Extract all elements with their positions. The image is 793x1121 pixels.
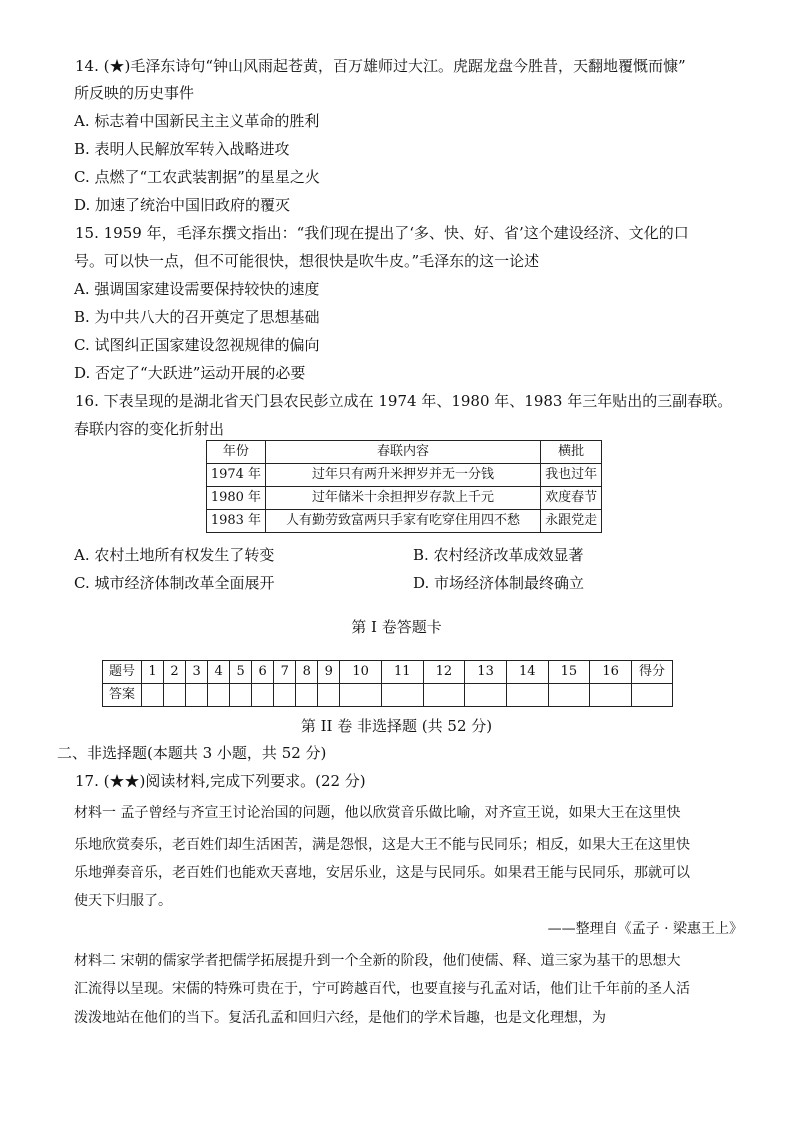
table-row <box>207 487 602 510</box>
answer-number: 4 <box>208 661 230 684</box>
q16-couplet-table <box>206 440 602 533</box>
part2-title: 第 II 卷 非选择题 (共 52 分) <box>300 717 493 735</box>
answer-cell[interactable] <box>465 684 507 707</box>
answer-cell[interactable] <box>230 684 252 707</box>
answer-cell[interactable] <box>423 684 465 707</box>
table-row <box>207 510 602 533</box>
q14-option-d: D. 加速了统治中国旧政府的覆灭 <box>74 196 291 214</box>
answer-card-table <box>102 660 673 707</box>
table-cell-content: 过年储米十余担押岁存款上千元 <box>265 487 540 510</box>
q17-stem: 17. (★★)阅读材料,完成下列要求。(22 分) <box>75 772 366 790</box>
answer-cell[interactable] <box>340 684 382 707</box>
answer-number: 14 <box>506 661 548 684</box>
table-cell-content: 人有勤劳致富两只手家有吃穿住用四不愁 <box>265 510 540 533</box>
part2-section-heading: 二、非选择题(本题共 3 小题，共 52 分) <box>57 744 327 762</box>
table-header-row <box>207 441 602 464</box>
answer-cell[interactable] <box>590 684 632 707</box>
q15-option-c: C. 试图纠正国家建设忽视规律的偏向 <box>74 336 320 354</box>
q16-option-c: C. 城市经济体制改革全面展开 <box>74 574 275 592</box>
answer-number: 11 <box>381 661 423 684</box>
table-cell-year: 1983 年 <box>207 510 266 533</box>
score-cell[interactable] <box>632 684 673 707</box>
q17-material1-source: ——整理自《孟子 · 梁惠王上》 <box>547 921 743 937</box>
answer-number: 15 <box>548 661 590 684</box>
q14-option-b: B. 表明人民解放军转入战略进攻 <box>74 140 290 158</box>
q15-option-d: D. 否定了“大跃进”运动开展的必要 <box>74 364 306 382</box>
answer-cell[interactable] <box>164 684 186 707</box>
q14-stem-line1: 14. (★)毛泽东诗句“钟山风雨起苍黄，百万雄师过大江。虎踞龙盘今胜昔，天翻地覆慨而慷” <box>75 57 686 75</box>
table-cell-year: 1974 年 <box>207 464 266 487</box>
table-row <box>207 464 602 487</box>
answer-cell[interactable] <box>548 684 590 707</box>
answer-number: 6 <box>252 661 274 684</box>
q14-option-a: A. 标志着中国新民主主义革命的胜利 <box>74 112 320 130</box>
table-cell-banner: 欢度春节 <box>541 487 602 510</box>
answer-cell[interactable] <box>506 684 548 707</box>
q17-material2-line2: 汇流得以呈现。宋儒的特殊可贵在于，宁可跨越百代，也要直接与孔孟对话，他们让千年前的圣人活 <box>74 981 690 997</box>
answer-number: 16 <box>590 661 632 684</box>
table-cell-banner: 永跟党走 <box>541 510 602 533</box>
q17-material2-line3: 泼泼地站在他们的当下。复活孔孟和回归六经，是他们的学术旨趣，也是文化理想，为 <box>74 1010 606 1026</box>
answer-number: 9 <box>318 661 340 684</box>
q16-stem-line2: 春联内容的变化折射出 <box>74 420 225 438</box>
q16-option-a: A. 农村土地所有权发生了转变 <box>74 546 275 564</box>
table-cell-banner: 我也过年 <box>541 464 602 487</box>
table-header-year: 年份 <box>207 441 266 464</box>
answer-number: 1 <box>142 661 164 684</box>
answer-cell[interactable] <box>296 684 318 707</box>
q17-material1-line1: 材料一 孟子曾经与齐宣王讨论治国的问题，他以欣赏音乐做比喻，对齐宣王说，如果大王在这里快 <box>74 805 681 821</box>
q15-stem-line1: 15. 1959 年，毛泽东撰文指出：“我们现在提出了‘多、快、好、省’这个建设经济、文化的口 <box>75 224 689 242</box>
answer-number: 2 <box>164 661 186 684</box>
score-label: 得分 <box>632 661 673 684</box>
table-cell-content: 过年只有两升米押岁并无一分钱 <box>265 464 540 487</box>
answer-number: 5 <box>230 661 252 684</box>
answer-cell[interactable] <box>186 684 208 707</box>
answer-cell[interactable] <box>381 684 423 707</box>
q16-option-b: B. 农村经济改革成效显著 <box>413 546 584 564</box>
answer-input-row <box>103 684 673 707</box>
answer-cell[interactable] <box>274 684 296 707</box>
q14-option-c: C. 点燃了“工农武装割据”的星星之火 <box>74 168 320 186</box>
q15-option-a: A. 强调国家建设需要保持较快的速度 <box>74 280 320 298</box>
answer-card-title: 第 I 卷答题卡 <box>351 618 442 636</box>
answer-number: 13 <box>465 661 507 684</box>
answer-row-label: 答案 <box>103 684 142 707</box>
table-header-banner: 横批 <box>541 441 602 464</box>
answer-number: 3 <box>186 661 208 684</box>
answer-number: 8 <box>296 661 318 684</box>
q15-stem-line2: 号。可以快一点，但不可能很快，想很快是吹牛皮。”毛泽东的这一论述 <box>74 252 540 270</box>
answer-cell[interactable] <box>142 684 164 707</box>
q17-material2-line1: 材料二 宋朝的儒家学者把儒学拓展提升到一个全新的阶段，他们使儒、释、道三家为基干的思想大 <box>74 953 681 969</box>
q17-material1-line4: 使天下归服了。 <box>74 893 172 909</box>
answer-cell[interactable] <box>318 684 340 707</box>
q15-option-b: B. 为中共八大的召开奠定了思想基础 <box>74 308 320 326</box>
q16-option-d: D. 市场经济体制最终确立 <box>413 574 585 592</box>
q16-stem-line1: 16. 下表呈现的是湖北省天门县农民彭立成在 1974 年、1980 年、1983 年三年贴出的三副春联。 <box>75 392 733 410</box>
answer-cell[interactable] <box>252 684 274 707</box>
q17-material1-line2: 乐地欣赏奏乐，老百姓们却生活困苦，满是怨恨，这是大王不能与民同乐；相反，如果大王在这里快 <box>74 837 690 853</box>
table-header-content: 春联内容 <box>265 441 540 464</box>
q17-material1-line3: 乐地弹奏音乐，老百姓们也能欢天喜地，安居乐业，这是与民同乐。如果君王能与民同乐，那就可以 <box>74 865 690 881</box>
answer-row-label: 题号 <box>103 661 142 684</box>
answer-cell[interactable] <box>208 684 230 707</box>
answer-number: 12 <box>423 661 465 684</box>
answer-number-row <box>103 661 673 684</box>
answer-number: 10 <box>340 661 382 684</box>
answer-number: 7 <box>274 661 296 684</box>
q14-stem-line2: 所反映的历史事件 <box>74 84 195 102</box>
table-cell-year: 1980 年 <box>207 487 266 510</box>
